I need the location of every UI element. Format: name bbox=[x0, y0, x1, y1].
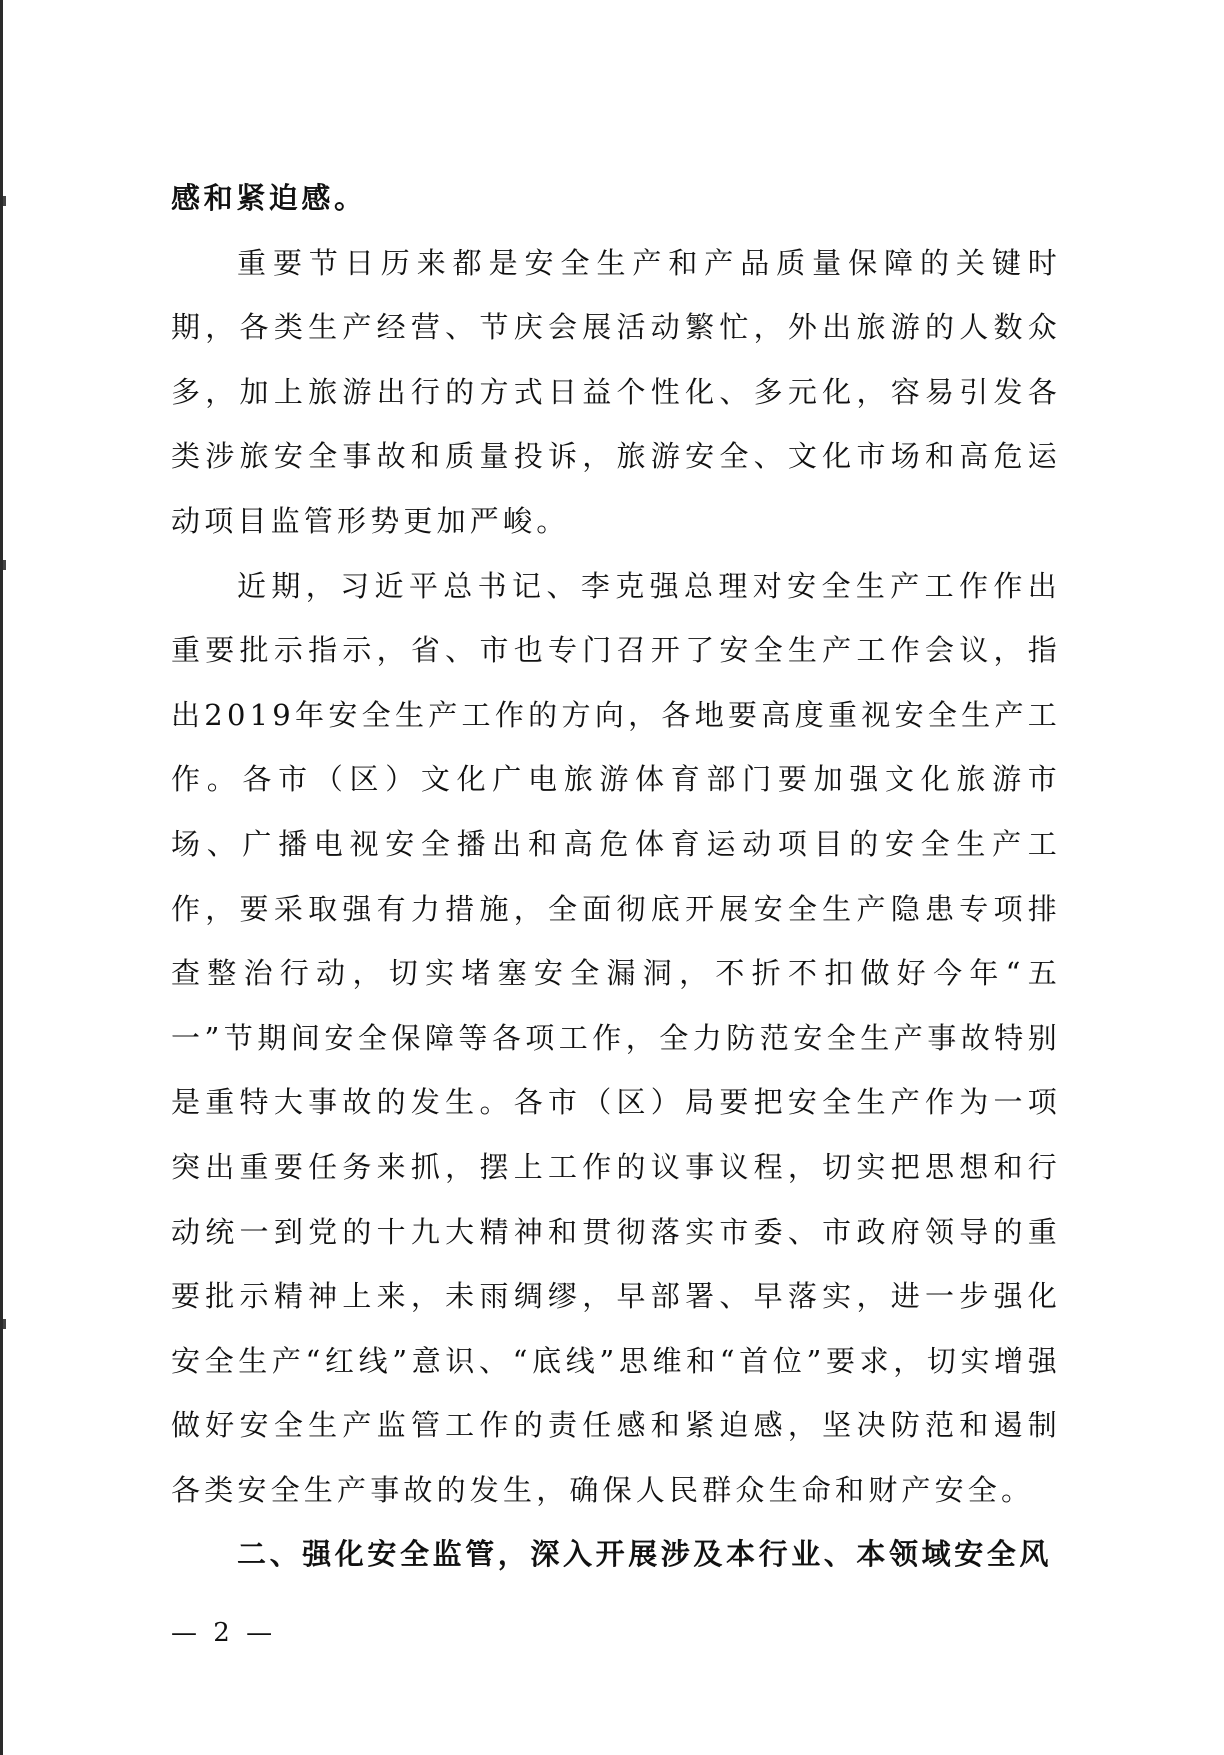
section-heading-2: 二、强化安全监管，深入开展涉及本行业、本领域安全风 bbox=[237, 1537, 1053, 1572]
paragraph-recent-instructions: 近期，习近平总书记、李克强总理对安全生产工作作出重要批示指示，省、市也专门召开了安全生产工作会议，指出2019年安全生产工作的方向，各地要高度重视安全生产工作。各市（区）文化广电旅游体育部门要加强文化旅游市场、广播电视安全播出和高危体育运动项目的安全生产工作，要采取强有力措施，全面彻底开展安全生产隐患专项排查整治行动，切实堵塞安全漏洞，不折不扣做好今年“五一”节期间安全保障等各项工作，全力防范安全生产事故特别是重特大事故的发生。各市（区）局要把安全生产作为一项突出重要任务来抓，摆上工作的议事议程，切实把思想和行动统一到党的十九大精神和贯彻落实市委、市政府领导的重要批示精神上来，未雨绸缪，早部署、早落实，进一步强化安全生产“红线”意识、“底线”思维和“首位”要求，切实增强做好安全生产监管工作的责任感和紧迫感，坚决防范和遏制各类安全生产事故的发生，确保人民群众生命和财产安全。 bbox=[171, 568, 1061, 1507]
page-number: — 2 — bbox=[171, 1618, 277, 1648]
paragraph-holiday-safety: 重要节日历来都是安全生产和产品质量保障的关键时期，各类生产经营、节庆会展活动繁忙，外出旅游的人数众多，加上旅游出行的方式日益个性化、多元化，容易引发各类涉旅安全事故和质量投诉，旅游安全、文化市场和高危运动项目监管形势更加严峻。 bbox=[171, 245, 1061, 538]
scan-edge-mark bbox=[3, 1319, 6, 1329]
scan-edge bbox=[0, 0, 3, 1755]
scan-edge-mark bbox=[3, 196, 6, 206]
document-body bbox=[171, 166, 1061, 1587]
paragraph-continuation: 感和紧迫感。 bbox=[171, 181, 367, 215]
scan-edge-mark bbox=[3, 560, 6, 570]
